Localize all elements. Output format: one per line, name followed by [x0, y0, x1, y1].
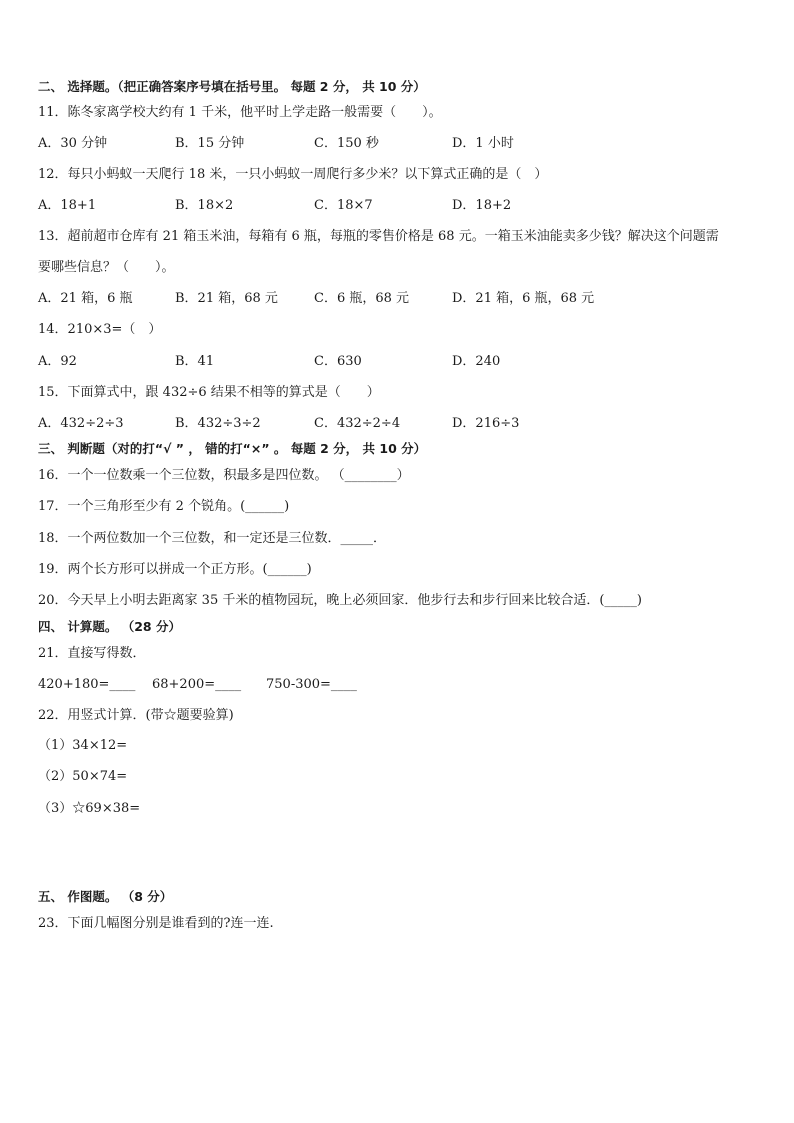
calc-item[interactable]: 750-300=____ — [266, 677, 357, 692]
question-12-options — [38, 198, 738, 214]
question-13-stem-line1: 13．超前超市仓库有 21 箱玉米油，每箱有 6 瓶，每瓶的零售价格是 68 元。一箱玉米油能卖多少钱？解决这个问题需 — [38, 229, 719, 244]
calc-item[interactable]: 68+200=____ — [152, 677, 242, 692]
option-c[interactable]: C．630 — [314, 354, 362, 369]
section-heading-choice: 二、 选择题。（把正确答案序号填在括号里。 每题 2 分， 共 10 分） — [38, 79, 426, 94]
question-22-item-2: （2）50×74= — [38, 769, 128, 784]
option-b[interactable]: B．21 箱，68 元 — [175, 291, 278, 306]
option-a[interactable]: A．30 分钟 — [38, 136, 108, 151]
question-16: 16．一个一位数乘一个三位数，积最多是四位数。 （________） — [38, 468, 410, 483]
option-b[interactable]: B．432÷3÷2 — [175, 416, 261, 431]
question-12-stem: 12．每只小蚂蚁一天爬行 18 米，一只小蚂蚁一周爬行多少米？以下算式正确的是（ ） — [38, 167, 548, 182]
question-13-options — [38, 291, 738, 307]
option-b[interactable]: B．41 — [175, 354, 215, 369]
question-21-items — [38, 677, 438, 693]
question-14-options — [38, 354, 738, 370]
option-d[interactable]: D．240 — [452, 354, 501, 369]
section-heading-drawing: 五、 作图题。 （8 分） — [38, 889, 173, 904]
question-11-stem: 11．陈冬家离学校大约有 1 千米，他平时上学走路一般需要（ ）。 — [38, 105, 442, 120]
calc-item[interactable]: 420+180=____ — [38, 677, 136, 692]
option-d[interactable]: D．18+2 — [452, 198, 512, 213]
option-d[interactable]: D．216÷3 — [452, 416, 520, 431]
option-b[interactable]: B．15 分钟 — [175, 136, 245, 151]
option-c[interactable]: C．432÷2÷4 — [314, 416, 401, 431]
option-c[interactable]: C．18×7 — [314, 198, 373, 213]
option-c[interactable]: C．6 瓶，68 元 — [314, 291, 410, 306]
option-a[interactable]: A．18+1 — [38, 198, 97, 213]
question-19: 19．两个长方形可以拼成一个正方形。(______) — [38, 562, 312, 577]
option-d[interactable]: D．1 小时 — [452, 136, 514, 151]
question-22-stem: 22．用竖式计算．(带☆题要验算) — [38, 708, 234, 723]
question-22-item-1: （1）34×12= — [38, 738, 128, 753]
question-15-stem: 15．下面算式中，跟 432÷6 结果不相等的算式是（ ） — [38, 385, 380, 400]
question-18: 18．一个两位数加一个三位数，和一定还是三位数．_____． — [38, 531, 387, 546]
section-heading-judgement: 三、 判断题（对的打“√ ” ， 错的打“×” 。 每题 2 分， 共 10 分） — [38, 441, 427, 456]
question-20: 20．今天早上小明去距离家 35 千米的植物园玩，晚上必须回家．他步行去和步行回来比较合适．(_____) — [38, 593, 642, 608]
option-b[interactable]: B．18×2 — [175, 198, 234, 213]
question-17: 17．一个三角形至少有 2 个锐角。(______) — [38, 499, 290, 514]
question-11-options — [38, 136, 738, 152]
question-22-item-3: （3）☆69×38= — [38, 801, 141, 816]
question-13-stem-line2: 要哪些信息？（ ）。 — [38, 260, 175, 275]
option-a[interactable]: A．92 — [38, 354, 77, 369]
question-21-stem: 21．直接写得数． — [38, 646, 146, 661]
option-c[interactable]: C．150 秒 — [314, 136, 379, 151]
section-heading-calculation: 四、 计算题。 （28 分） — [38, 619, 181, 634]
option-a[interactable]: A．432÷2÷3 — [38, 416, 124, 431]
question-15-options — [38, 416, 738, 432]
option-a[interactable]: A．21 箱，6 瓶 — [38, 291, 133, 306]
option-d[interactable]: D．21 箱，6 瓶，68 元 — [452, 291, 595, 306]
question-23: 23．下面几幅图分别是谁看到的?连一连. — [38, 916, 274, 931]
question-14-stem: 14．210×3=（ ） — [38, 322, 162, 337]
